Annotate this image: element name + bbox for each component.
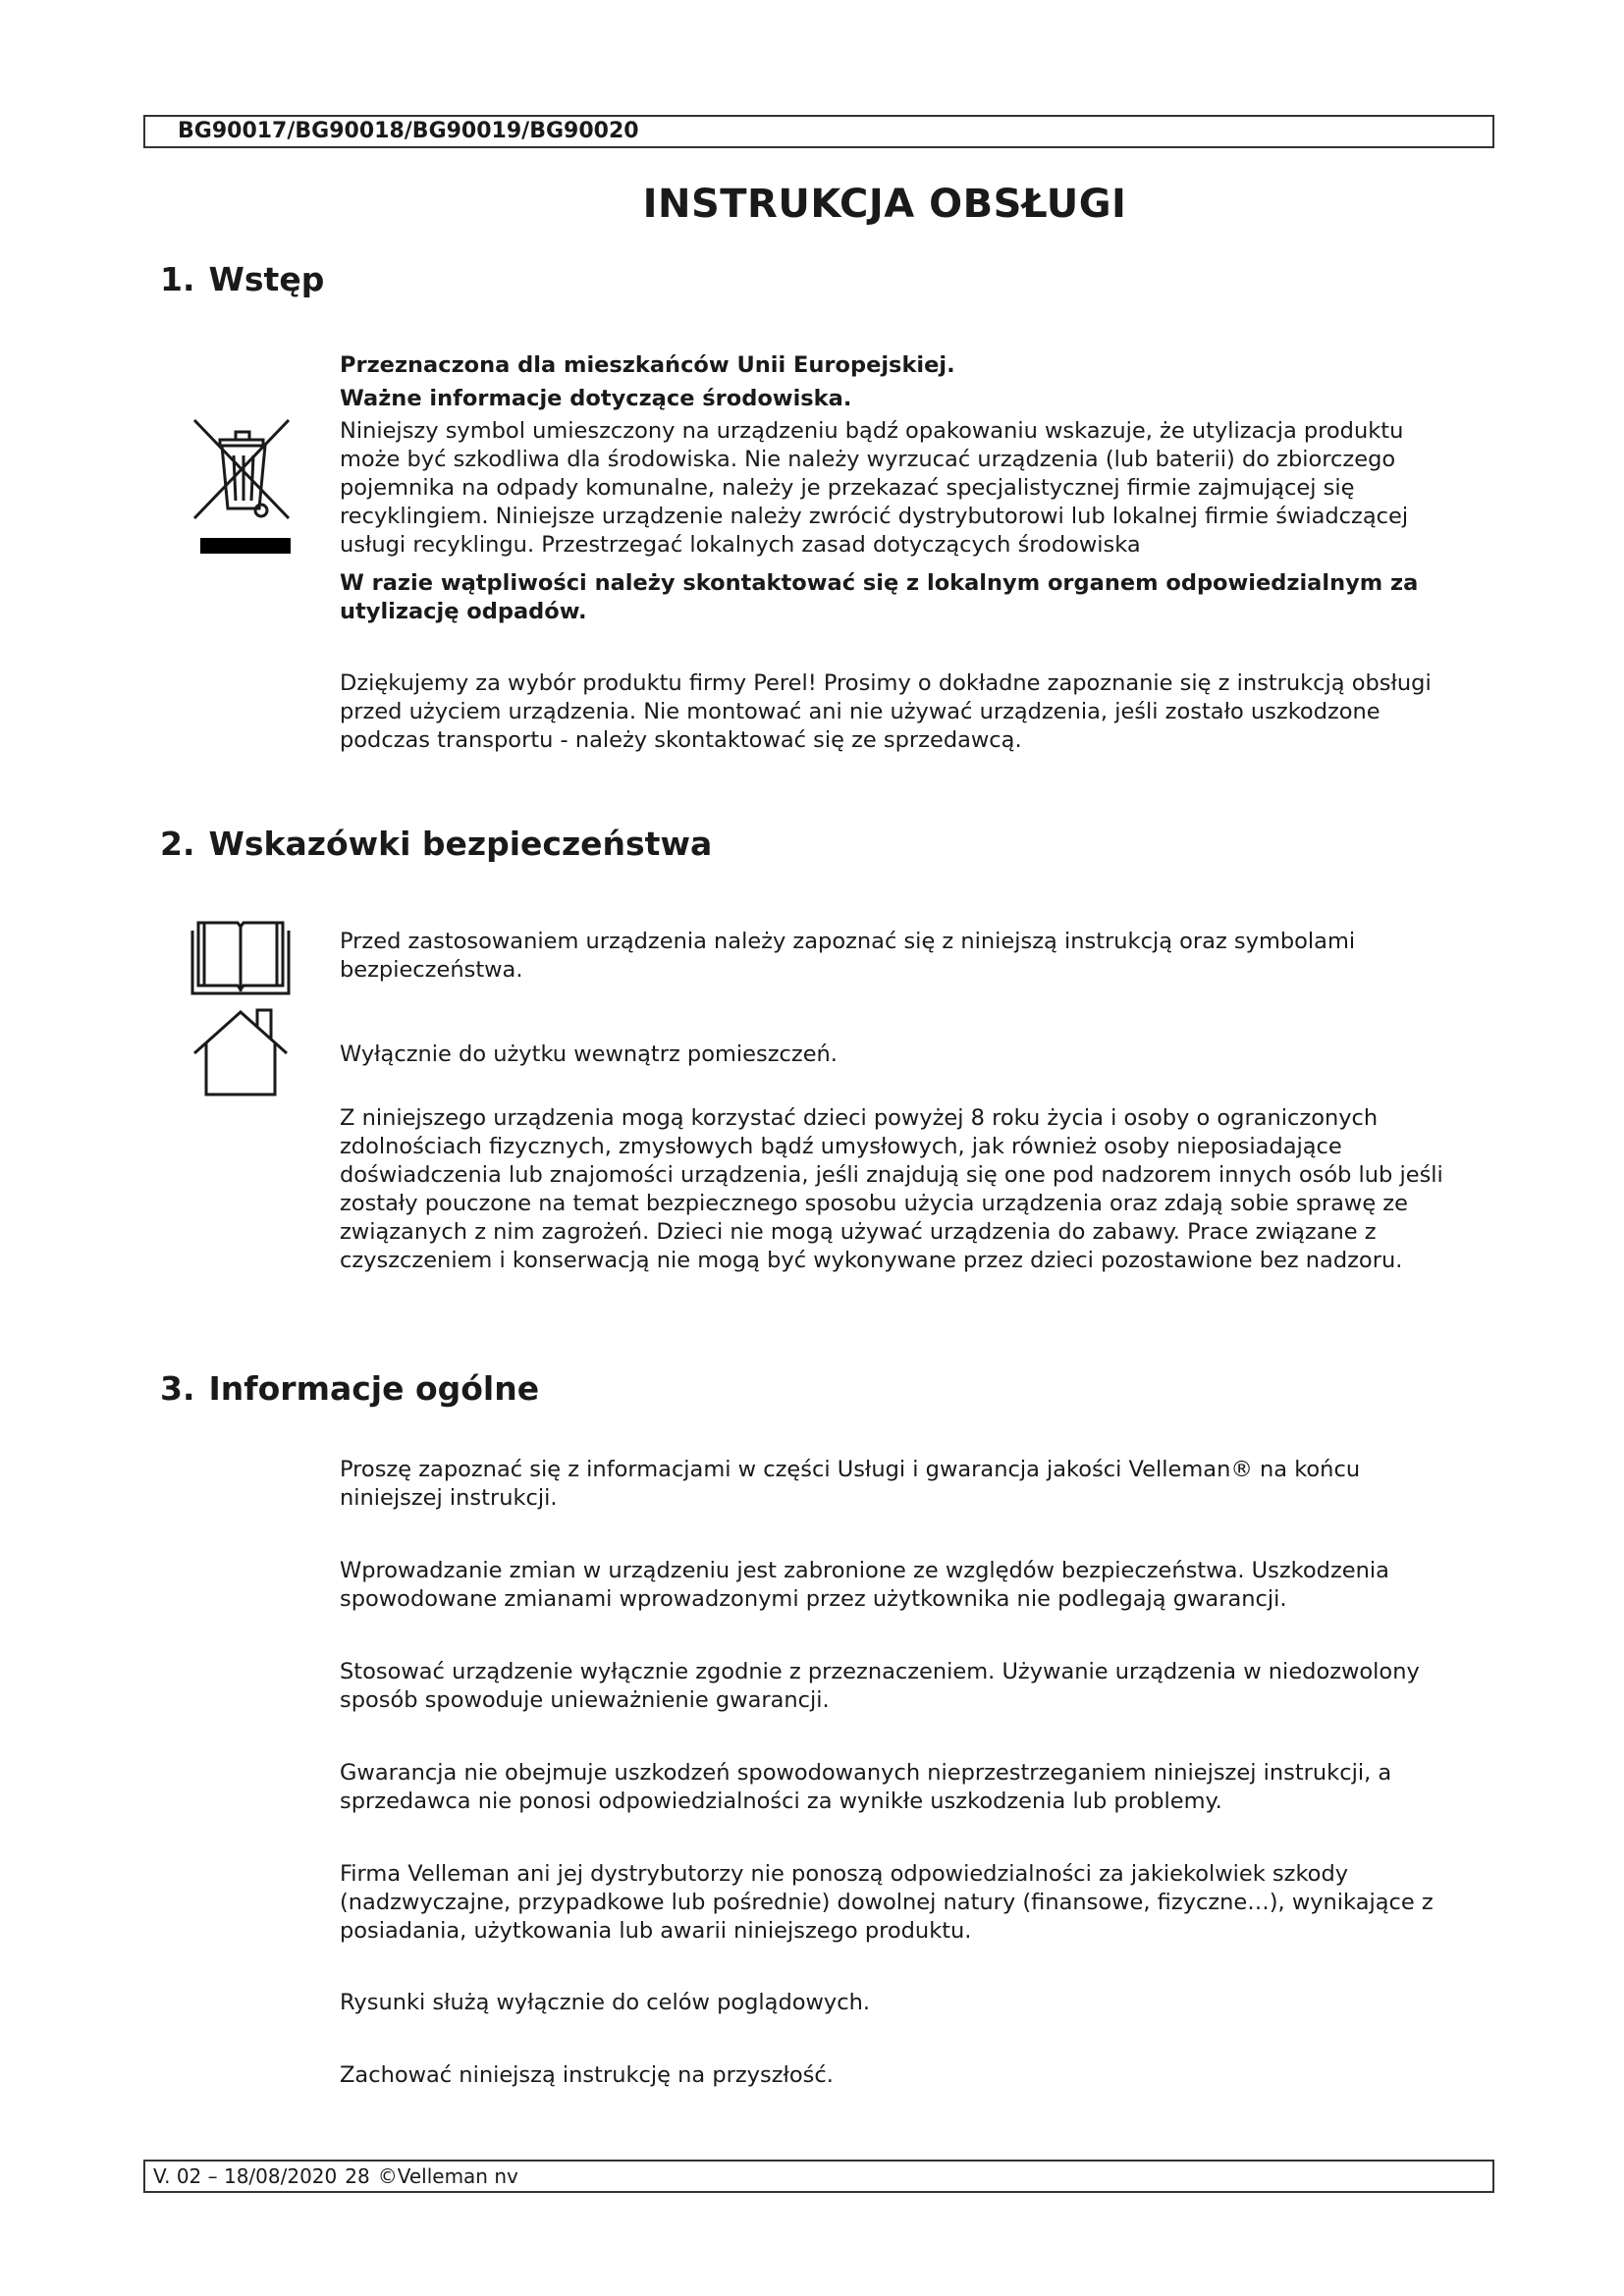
section-heading-general: 3. Informacje ogólne xyxy=(160,1369,540,1408)
read-manual-text: Przed zastosowaniem urządzenia należy zapoznać się z niniejszą instrukcją oraz symbolami bezpieczeństwa. xyxy=(340,929,1356,983)
children-text: Z niniejszego urządzenia mogą korzystać dzieci powyżej 8 roku życia i osoby o ograniczonych zdolnościach fizycznych, zmysłowych bądź umysłowych, jak również osoby nieposiadające doświadczenia lub znajomości urządzenia, jeśli znajdują się one pod nadzorem innych osób lub jeśli zostały pouczone na temat bezpiecznego sposobu użycia urządzenia oraz zdają sobie sprawę ze związanych z nim zagrożeń. Dzieci nie mogą używać urządzenia do zabawy. Prace związane z czyszczeniem i konserwacją nie mogą być wykonywane przez dzieci pozostawione bez nadzoru. xyxy=(340,1105,1443,1273)
house-icon xyxy=(187,1006,295,1103)
eu-residents-line: Przeznaczona dla mieszkańców Unii Europejskiej. xyxy=(340,352,955,378)
footer-version: V. 02 – 18/08/2020 xyxy=(153,2164,338,2188)
footer-bar xyxy=(143,2160,1494,2193)
section-heading-intro: 1. Wstęp xyxy=(160,260,325,298)
footer-page-number: 28 xyxy=(345,2164,370,2188)
environment-heading: Ważne informacje dotyczące środowiska. xyxy=(340,386,852,411)
page-title: INSTRUKCJA OBSŁUGI xyxy=(642,182,1127,227)
general-p2: Wprowadzanie zmian w urządzeniu jest zabronione ze względów bezpieczeństwa. Uszkodzenia spowodowane zmianami wprowadzonymi przez użytkownika nie podlegają gwarancji. xyxy=(340,1558,1389,1612)
indoor-only-text: Wyłącznie do użytku wewnątrz pomieszczeń. xyxy=(340,1041,838,1067)
general-p5: Firma Velleman ani jej dystrybutorzy nie ponoszą odpowiedzialności za jakiekolwiek szkody (nadzwyczajne, przypadkowe lub pośrednie) dowolnej natury (finansowe, fizyczne…), wynikające z posiadania, użytkowania lub awarii niniejszego produktu. xyxy=(340,1861,1434,1944)
general-p3: Stosować urządzenie wyłącznie zgodnie z przeznaczeniem. Używanie urządzenia w niedozwolony sposób spowoduje unieważnienie gwarancji. xyxy=(340,1659,1420,1713)
thanks-text: Dziękujemy za wybór produktu firmy Perel! Prosimy o dokładne zapoznanie się z instrukcją obsługi przed użyciem urządzenia. Nie montować ani nie używać urządzenia, jeśli zostało uszkodzone podczas transportu - należy skontaktować się ze sprzedawcą. xyxy=(340,670,1432,753)
doubt-text: W razie wątpliwości należy skontaktować się z lokalnym organem odpowiedzialnym za utylizację odpadów. xyxy=(340,570,1419,624)
general-p7: Zachować niniejszą instrukcję na przyszłość. xyxy=(340,2062,834,2088)
open-book-icon xyxy=(187,915,295,1002)
general-p1: Proszę zapoznać się z informacjami w części Usługi i gwarancja jakości Velleman® na końcu niniejszej instrukcji. xyxy=(340,1457,1361,1511)
header-model-bar xyxy=(143,115,1494,148)
general-p6: Rysunki służą wyłącznie do celów poglądowych. xyxy=(340,1990,871,2015)
environment-text: Niniejszy symbol umieszczony na urządzeniu bądź opakowaniu wskazuje, że utylizacja produktu może być szkodliwa dla środowiska. Nie należy wyrzucać urządzenia (lub baterii) do zbiorczego pojemnika na odpady komunalne, należy je przekazać specjalistycznej firmie zajmującej się recyklingiem. Niniejsze urządzenie należy zwrócić dystrybutorowi lub lokalnej firmie świadczącej usługi recyklingu. Przestrzegać lokalnych zasad dotyczących środowiska xyxy=(340,418,1409,558)
general-p4: Gwarancja nie obejmuje uszkodzeń spowodowanych nieprzestrzeganiem niniejszej instrukcji, a sprzedawca nie ponosi odpowiedzialności za wynikłe uszkodzenia lub problemy. xyxy=(340,1760,1392,1814)
footer-copyright: ©Velleman nv xyxy=(377,2164,518,2188)
section-heading-safety: 2. Wskazówki bezpieczeństwa xyxy=(160,825,713,863)
crossed-bin-icon xyxy=(187,412,304,563)
model-numbers: BG90017/BG90018/BG90019/BG90020 xyxy=(178,119,639,143)
